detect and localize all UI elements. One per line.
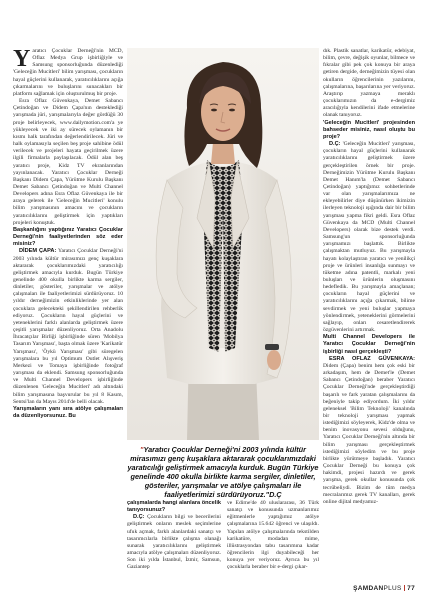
intro-paragraph — [13, 48, 123, 98]
answer-text: Yaratıcı Çocuklar Derneği'ni 2003 yılında kültür mirasımızı genç kuşaklara aktararak çocuklarımızdaki yaratıcılığı geliştirmek amacıyla kurduk. Bugün Türkiye genelinde 400 okulla birlikte karma sergiler, dinletiler, gösteriler, yarışmalar ve atölye çalışmaları ile faaliyetlerimizi sürdürüyoruz. 10 yıldır derneğimizin etkinliklerinde yer alan çocuklara gelecekteki şekillendirilen rehberlik ediyoruz. Çocukların hayal güçlerini ve yeteneklerini farklı alanlarda geliştirmek üzere çeşitli yarışmalar düzenliyoruz. Orta Anadolu İhracatçılar Birliği işbirliğinde süren 'Mobilya Tasarım Yarışması', başta olmak üzere 'Karikatür Yarışması', 'Öykü Yarışması' gibi süregelen yarışmalara bu yıl Optimum Outlet Alışveriş Merkezi ve Tomaya işbirliğinde fotoğraf yarışması da eklendi. Samsung sponsorluğunda ve Multi Channel Developers işbirliğinde düzenlenen 'Geleceğin Mucitleri' adı altındaki bilim yarışmasına başvurular bu yıl 8 Kasım, Sentsi'lan da Mayıs 2014'de belli olacak. — [13, 248, 123, 405]
magazine-name: ŞAMDAN — [353, 585, 384, 592]
interview-question: Multi Channel Developers ile Yaratıcı Çocuklar Derneği'nin işbirliği nasıl gerçekleşti? — [323, 334, 415, 355]
intro-text: aratıcı Çocuklar Derneği'nin MCD, Oflaz Medya Grup işbirliğiyle ve Samsung sponsorluğunda düzenlediği 'Geleceğin Mucitleri' bilim yarışması, çocukların hayal güçlerini kullanarak, yaratıcılıklarını açığa çıkarmalarını ve buluşlarını sunacakları bir platform sağlamak için oluşturulmuş bir proje. — [13, 48, 123, 97]
speaker-name: ESRA OFLAZ GÜVENKAYA: — [329, 355, 415, 362]
magazine-suffix: PLUS — [383, 585, 402, 592]
interview-question: çalışmalarda hangi alanlara öncelik tanıyorsunuz? — [127, 500, 221, 514]
article-column-1 — [13, 48, 123, 420]
paragraph: Esra Oflaz Güvenkaya, Demet Sabancı Çetindoğan ve Didem Çapa'nın desteklediği yarışmada jüri, yarışmalarıyla değer gördüğü 30 proje belirleyecek, www.dailymotion.com'a ye yükleyecek ve iki ay sürecek oylamanın bir kısmı halk tarafından değerlendirilecek. Jüri ve halk oylamasıyla seçilen beş proje sahibine ödül verilecek ve projeleri hayata geçirilmek üzere ilgili firmalarla paylaşılacak. Ödül alan beş yaratıcı proje, Kidz TV ekranlarından yayınlanacak. Yaratıcı Çocuklar Derneği Başkanı Didem Çapa, Yürütme Kurulu Başkanı Demet Sabancı Çetindoğan ve Multi Channel Developers adına Esra Oflaz Güvenkaya ile bir araya gelerek ile 'Geleceğin Mucitleri' konulu bilim yarışmasının amacını ve çocukların yaratıcılıklarını geliştirmek için yaptıkları projeleri konuştuk. — [13, 98, 123, 226]
interview-answer — [323, 356, 415, 506]
interview-question: 'Geleceğin Mucitleri' projesinden bahseder misiniz, nasıl oluştu bu proje? — [323, 119, 415, 140]
paragraph: dık. Plastik sanatlar, karikatür, edebiyat, bilim, çevre, değişik oyunlar, bilmece ve fıkralar gibi pek çok konuya bir araya getiren dergide, derneğimizin tüyesi olan okulların öğrencilerinin yazılarını, çalışmalarına, başarılarına yer veriyoruz. Araştırıp yazmaya meraklı çocuklarımızın da e-dergimiz aracılığıyla kendilerini ifade etmelerine olanak tanıyoruz. — [323, 48, 415, 119]
quote-text: Yaratıcı Çocuklar Derneği'ni 2003 yılında kültür mirasımızı genç kuşaklara aktararak çocuklarımızdaki yaratıcılığı geliştirmek amacıyla kurduk. Bugün Türkiye genelinde 400 okulla birlikte karma sergiler, dinletiler, gösteriler, yarışmalar ve atölye çalışmaları ile faaliyetlerimizi sürdürüyoruz." — [127, 445, 319, 499]
footer-separator — [404, 585, 406, 591]
speaker-name: D.Ç: — [329, 141, 341, 148]
answer-text: Didem (Çapa) benim hem çok eski bir arkadaşım, hem de Demet'le (Demet Sabancı Çetindoğan) beraber Yaratıcı Çocuklar Derneği'nde gerçekleştirdiği başarılı ve fark yaratan çalışmalarını da beğeniyle takip ediyordum. İki yıldır geleneksel 'Bilim Teknoloji' kanalında bir teknoloji yarışması yapmak istediğimizi söyleyerek, Kidz'de olma ve benim inovasyonu sevesi olduğunu, Yaratıcı Çocuklar Derneği'nin altında bir bilim yarışması gerçekleştirmek istediğimizi söyledim ve bu proje birlikte yürütmeye başladık. Yaratıcı Çocuklar Derneği bu konuya çok hakimdi, projesi hazırdı ve gerek yarışma, gerek okullar konusunda çok tecrübeliydi. Bizim de tüm medya mecralarımız gerek TV kanalları, gerek online dijital medyamız- — [323, 362, 415, 505]
answer-text: 'Geleceğin Mucitleri' yarışması, çocukların hayal güçlerini kullanarak yaratıcılıklarını geliştirmek üzere gerçekleştirilen örnek bir proje. Derneğimizin Yürütme Kurulu Başkanı Demet Hanım'la (Demet Sabancı Çetindoğan) yaptığımız sohbetlerinde var olan yarışmalarımıza ne ekleyebilirler diye düşünürken ikimizin ilerleyen teknoloji ışığında dair bir bilim yarışması yapma fikri geldi. Esra Oflaz Güvenkaya da MCD (Multi Channel Developers) olarak bize destek verdi. Samsung'un sponsorluğunda yarışmamızı başlattık. Birlikte çalışmaktan mutluyuz. Bu yarışmayla hayatı kolaylaştıran yaratıcı ve yenilikçi proje ve ürünleri insanlığa sunmayı ve tüketme adına patentli, markalı yeni buluşları ve ürünlerin oluşmasını hedefledik. Bu yarışmayla amaçlanan; çocukların hayal güçlerini ve yaratıcılıklarını açığa çıkarmak, bilime sevdirmek ve yeni buluşlar yapmaya yönlendirmek, yeteneklerini görmelerini sağlayıp, onları cesaretlendirerek özgüvenlerini artırmak. — [323, 141, 416, 334]
quote-attribution: D.Ç — [269, 489, 282, 499]
portrait-photo — [127, 48, 319, 440]
article-column-3 — [227, 500, 319, 572]
drop-cap: Y — [13, 46, 31, 72]
page-number: 77 — [407, 585, 415, 592]
speaker-name: D.Ç: — [133, 514, 145, 521]
answer-text: Çocukların bilgi ve becerilerini geliştirmek onların meslek seçimlerine ufuk açmak, farklı alanlardaki sanatçı ve tasarımcılarla birlikte çalışma olanağı sunarak yaratıcılıklarını geliştirmek amacıyla atölye çalışmaları düzenliyoruz. Son iki yılda İstanbul, İzmir, Samsun, Gaziantep — [127, 514, 221, 571]
interview-answer — [127, 514, 221, 571]
article-column-4 — [323, 48, 415, 506]
article-column-2 — [127, 500, 221, 572]
quote-mark: " — [140, 445, 144, 454]
interview-answer — [13, 248, 123, 405]
pull-quote — [127, 446, 319, 499]
interview-question: Başkanlığını yaptığınız Yaratıcı Çocuklar Derneği'nin faaliyetlerinden söz eder misiniz? — [13, 226, 123, 248]
interview-answer — [323, 141, 415, 334]
interview-question: Yarışmaların yanı sıra atölye çalışmaları da düzenliyorsunuz. Bu — [13, 405, 123, 419]
portrait-illustration — [127, 48, 319, 440]
paragraph: ve Edirne'de 40 uluslararası, 36 Türk sanatçı ve konusunda uzmanlarımız eğitmenlerle yaptığımız atölye çalışmalarına 15.642 öğrenci ve ulaşıldı. Yapılan atölye çalışmalarında tekstilden karikatüre, modadan mime, illüstrasyondan tabu tasarımına kadar öğrencilerin ilgi duyabileceği her konuya yer veriyoruz. Ayrıca bu yıl çocuklarla beraber bir e-dergi çıkar- — [227, 500, 319, 571]
speaker-name: DİDEM ÇAPA: — [19, 248, 57, 255]
page-footer — [353, 585, 415, 592]
